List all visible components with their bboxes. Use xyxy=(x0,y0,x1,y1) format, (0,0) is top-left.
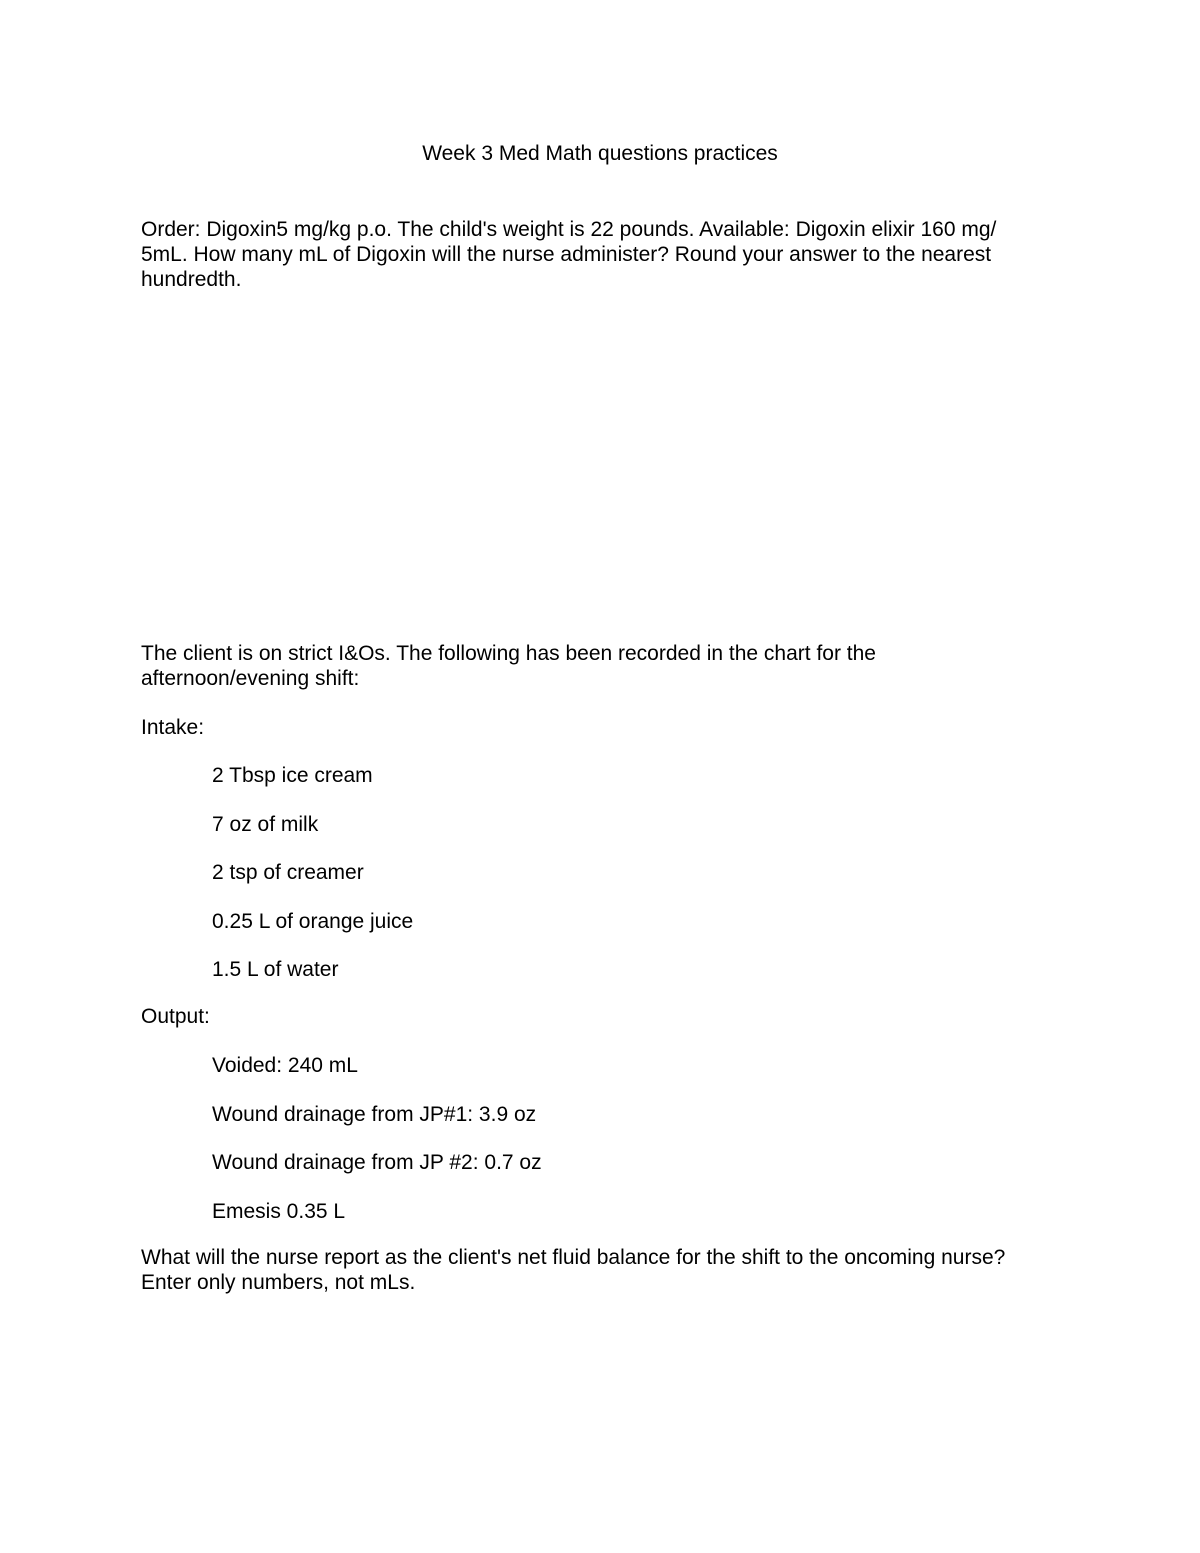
output-item: Wound drainage from JP#1: 3.9 oz xyxy=(212,1102,537,1126)
question-2-text: What will the nurse report as the client's net fluid balance for the shift to the oncoming nurse? Enter only numbers, not mLs. xyxy=(141,1246,1006,1294)
intake-item: 1.5 L of water xyxy=(212,958,339,981)
question-1-text: Order: Digoxin5 mg/kg p.o. The child's weight is 22 pounds. Available: Digoxin elixir 160 mg/ 5mL. How many mL of Digoxin will the nurse administer? Round your answer to the nearest hundredth. xyxy=(141,218,997,291)
intake-item: 7 oz of milk xyxy=(212,812,319,836)
intake-item: 2 tsp of creamer xyxy=(212,861,364,884)
output-item: Wound drainage from JP #2: 0.7 oz xyxy=(212,1151,542,1174)
intake-item: 2 Tbsp ice cream xyxy=(212,764,373,787)
output-label: Output: xyxy=(141,1005,210,1028)
intake-list xyxy=(212,763,1012,1006)
intake-label: Intake: xyxy=(141,716,205,739)
intake-item: 0.25 L of orange juice xyxy=(212,909,414,933)
output-list xyxy=(212,1053,1012,1247)
question-2-intro: The client is on strict I&Os. The following has been recorded in the chart for the afternoon/evening shift: xyxy=(141,642,876,690)
output-item: Emesis 0.35 L xyxy=(212,1199,346,1223)
output-item: Voided: 240 mL xyxy=(212,1054,358,1077)
page-title: Week 3 Med Math questions practices xyxy=(422,142,778,165)
